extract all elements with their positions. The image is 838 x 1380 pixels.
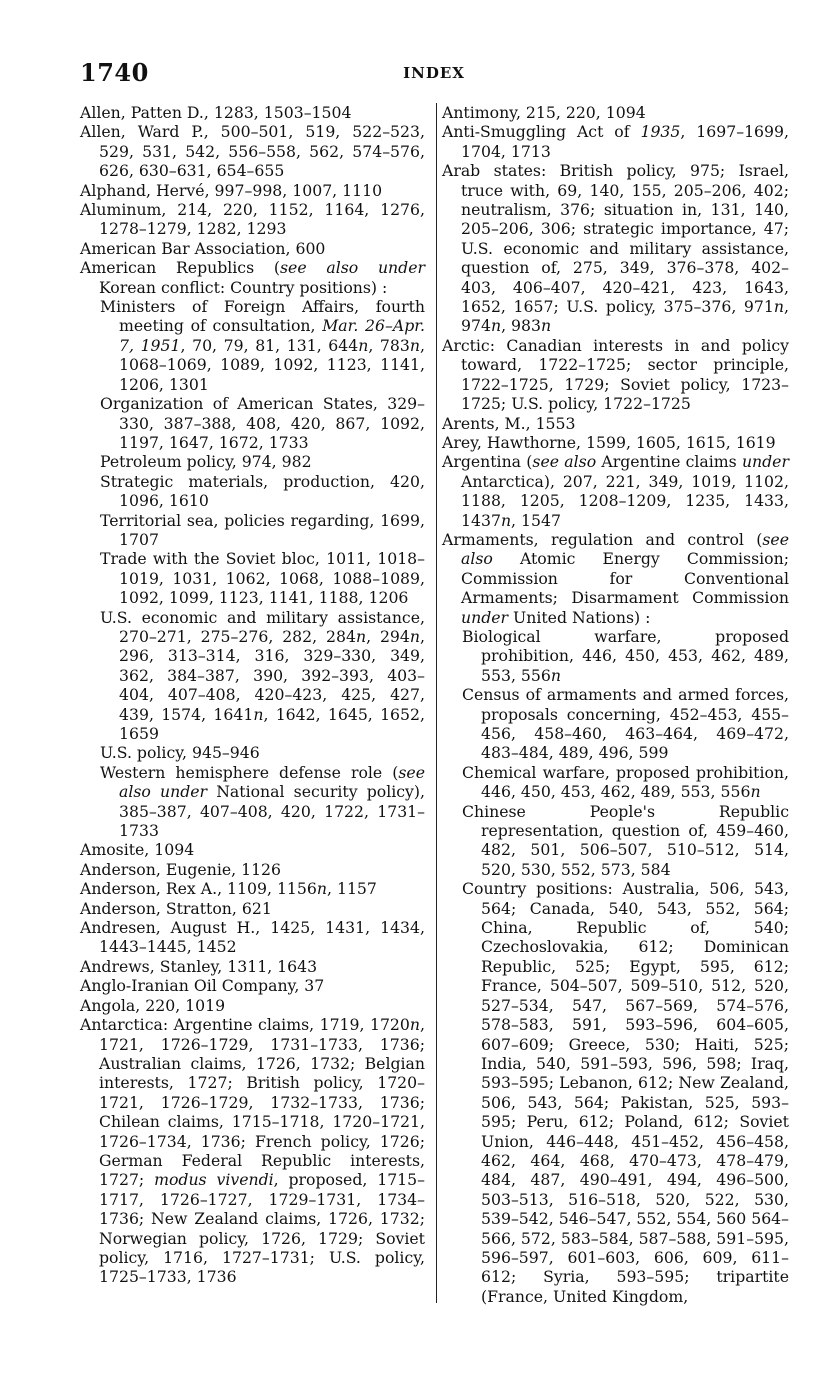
entry-text: United Nations) : bbox=[508, 607, 651, 627]
entry-text: Argentina ( bbox=[442, 452, 533, 472]
index-entry bbox=[442, 103, 789, 122]
entry-text: Amosite, 1094 bbox=[80, 840, 195, 860]
entry-text: Anderson, Eugenie, 1126 bbox=[80, 859, 282, 879]
entry-text: , 1068–1069, 1089, 1092, 1123, 1141, 1206, 1301 bbox=[119, 335, 425, 394]
entry-text: , 1157 bbox=[326, 879, 377, 899]
entry-text: U.S. policy, 945–946 bbox=[100, 743, 260, 763]
entry-text: Chinese People's Republic representation, question of, 459–460, 482, 501, 506–507, 510–512, 514, 520, 530, 552, 573, 584 bbox=[462, 801, 789, 879]
entry-text: Andresen, August H., 1425, 1431, 1434, 1443–1445, 1452 bbox=[80, 918, 425, 957]
index-subentry bbox=[80, 472, 425, 511]
index-subentry bbox=[442, 763, 789, 802]
index-subentry bbox=[80, 549, 425, 607]
entry-text: , 1547 bbox=[511, 510, 561, 530]
entry-text: Arents, M., 1553 bbox=[442, 413, 576, 433]
italic-text: n bbox=[540, 316, 552, 336]
entry-text: , 983 bbox=[501, 316, 541, 336]
index-entry bbox=[80, 879, 425, 898]
entry-text: , proposed, 1715–1717, 1726–1727, 1729–1731, 1734–1736; New Zealand claims, 1726, 1732; Norwegian policy, 1726, 1729; Soviet policy, 1716, 1727–1731; U.S. policy, 1725–1733, 1736 bbox=[99, 1170, 425, 1287]
index-entry bbox=[442, 433, 789, 452]
index-entry bbox=[80, 918, 425, 957]
column-divider bbox=[436, 103, 437, 1303]
index-entry bbox=[80, 860, 425, 879]
entry-text: Arab states: British policy, 975; Israel, truce with, 69, 140, 155, 205–206, 402; neutralism, 376; situation in, 131, 140, 205–206, 306; strategic importance, 47; U.S. economic and military assistance, question of, 275, 349, 376–378, 402–403, 406–407, 420–421, 423, 1643, 1652, 1657; U.S. policy, 375–376, 971 bbox=[442, 161, 789, 317]
index-subentry bbox=[442, 802, 789, 880]
index-entry bbox=[442, 530, 789, 627]
entry-text: American Republics ( bbox=[80, 258, 280, 278]
entry-text: , 1642, 1645, 1652, 1659 bbox=[119, 704, 425, 743]
entry-text: Antarctica), 207, 221, 349, 1019, 1102, 1188, 1205, 1208–1209, 1235, 1433, 1437 bbox=[461, 471, 789, 530]
entry-text: Alphand, Hervé, 997–998, 1007, 1110 bbox=[80, 180, 383, 200]
entry-text: , 974 bbox=[461, 297, 789, 336]
entry-text: Organization of American States, 329–330, 387–388, 408, 420, 867, 1092, 1197, 1647, 1672, 1733 bbox=[100, 394, 425, 452]
index-column-right bbox=[442, 103, 789, 1306]
index-subentry bbox=[80, 394, 425, 452]
index-entry bbox=[442, 414, 789, 433]
index-entry bbox=[80, 103, 425, 122]
entry-text: Andrews, Stanley, 1311, 1643 bbox=[80, 956, 318, 976]
italic-text: n bbox=[409, 335, 420, 355]
entry-text: Territorial sea, policies regarding, 1699, 1707 bbox=[100, 510, 425, 549]
entry-text: American Bar Association, 600 bbox=[80, 238, 326, 258]
italic-text: Mar. 26–Apr. 7, 1951 bbox=[119, 316, 425, 355]
index-entry bbox=[80, 1015, 425, 1287]
italic-text: n bbox=[409, 626, 421, 646]
entry-text: Trade with the Soviet bloc, 1011, 1018–1019, 1031, 1062, 1068, 1088–1089, 1092, 1099, 1123, 1141, 1188, 1206 bbox=[100, 549, 425, 608]
entry-text: Petroleum policy, 974, 982 bbox=[100, 452, 312, 472]
italic-text: see also under bbox=[119, 762, 425, 802]
index-subentry bbox=[442, 685, 789, 763]
entry-text: Western hemisphere defense role ( bbox=[100, 762, 399, 782]
entry-text: Angola, 220, 1019 bbox=[80, 995, 226, 1015]
entry-text: , 1721, 1726–1729, 1731–1733, 1736; Australian claims, 1726, 1732; Belgian interests, 1727; British policy, 1720–1721, 1726–1729, 1732–1733, 1736; Chilean claims, 1715–1718, 1720–1721, 1726–1734, 1736; French policy, 1726; German Federal Republic interests, 1727; bbox=[99, 1015, 425, 1190]
entry-text: Antarctica: Argentine claims, 1719, 1720 bbox=[80, 1015, 410, 1035]
entry-text: Biological warfare, proposed prohibition, 446, 450, 453, 462, 489, 553, 556 bbox=[462, 626, 789, 685]
italic-text: n bbox=[550, 665, 561, 685]
index-subentry bbox=[80, 743, 425, 762]
italic-text: see also under bbox=[280, 258, 425, 278]
index-entry bbox=[442, 122, 789, 161]
italic-text: n bbox=[409, 1015, 420, 1035]
italic-text: modus vivendi bbox=[154, 1170, 274, 1190]
index-subentry bbox=[442, 627, 789, 685]
entry-text: Arctic: Canadian interests in and policy toward, 1722–1725; sector principle, 1722–1725, 1729; Soviet policy, 1723–1725; U.S. policy, 1722–1725 bbox=[442, 335, 789, 414]
italic-text: n bbox=[500, 510, 512, 530]
entry-text: Anti-Smuggling Act of bbox=[442, 122, 641, 142]
index-subentry bbox=[442, 879, 789, 1306]
entry-text: Census of armaments and armed forces, proposals concerning, 452–453, 455–456, 458–460, 463–464, 469–472, 483–484, 489, 496, 599 bbox=[462, 685, 789, 763]
index-entry bbox=[80, 181, 425, 200]
italic-text: n bbox=[355, 626, 367, 646]
entry-text: , 1697–1699, 1704, 1713 bbox=[461, 122, 789, 161]
italic-text: 1935 bbox=[640, 122, 681, 142]
index-entry bbox=[80, 996, 425, 1015]
entry-text: Atomic Energy Commission; Commission for Conventional Armaments; Disarmament Commission bbox=[461, 549, 789, 608]
italic-text: under bbox=[461, 607, 509, 627]
index-entry bbox=[80, 200, 425, 239]
entry-text: National security policy), 385–387, 407–408, 420, 1722, 1731–1733 bbox=[119, 782, 425, 841]
entry-text: Anderson, Rex A., 1109, 1156 bbox=[80, 879, 317, 899]
index-entry bbox=[442, 161, 789, 336]
index-entry bbox=[442, 336, 789, 414]
entry-text: Allen, Ward P., 500–501, 519, 522–523, 529, 531, 542, 556–558, 562, 574–576, 626, 630–631, 654–655 bbox=[80, 122, 425, 181]
index-column-left bbox=[80, 103, 425, 1287]
page-title: INDEX bbox=[403, 64, 465, 82]
index-entry bbox=[80, 122, 425, 180]
index-entry bbox=[80, 840, 425, 859]
entry-text: Allen, Patten D., 1283, 1503–1504 bbox=[80, 103, 352, 122]
entry-text: U.S. economic and military assistance, 270–271, 275–276, 282, 284 bbox=[100, 607, 425, 646]
entry-text: Strategic materials, production, 420, 1096, 1610 bbox=[100, 471, 425, 511]
italic-text: n bbox=[358, 335, 369, 355]
italic-text: n bbox=[490, 316, 502, 336]
index-entry bbox=[80, 957, 425, 976]
italic-text: n bbox=[316, 879, 327, 899]
entry-text: Ministers of Foreign Affairs, fourth meeting of consultation, bbox=[100, 297, 425, 336]
entry-text: Antimony, 215, 220, 1094 bbox=[442, 103, 646, 122]
entry-text: Arey, Hawthorne, 1599, 1605, 1615, 1619 bbox=[442, 432, 776, 452]
index-entry bbox=[442, 452, 789, 530]
index-entry bbox=[80, 976, 425, 995]
index-entry bbox=[80, 239, 425, 258]
index-entry bbox=[80, 899, 425, 918]
index-subentry bbox=[80, 297, 425, 394]
entry-text: Chemical warfare, proposed prohibition, 446, 450, 453, 462, 489, 553, 556 bbox=[462, 762, 789, 802]
entry-text: Anderson, Stratton, 621 bbox=[80, 898, 272, 918]
italic-text: under bbox=[741, 452, 789, 472]
index-subentry bbox=[80, 452, 425, 471]
italic-text: n bbox=[253, 704, 264, 724]
entry-text: , 783 bbox=[368, 335, 410, 355]
entry-text: , 70, 79, 81, 131, 644 bbox=[180, 335, 359, 355]
entry-text: Country positions: Australia, 506, 543, 564; Canada, 540, 543, 552, 564; China, Republic of, 540; Czechoslovakia, 612; Dominican Republic, 525; Egypt, 595, 612; France, 504–507, 509–510, 512, 520, 527–534, 547, 567–569, 574–576, 578–583, 591, 593–596, 604–605, 607–609; Greece, 530; Haiti, 525; India, 540, 591–593, 596, 598; Iraq, 593–595; Lebanon, 612; New Zealand, 506, 543, 564; Pakistan, 525, 593–595; Peru, 612; Poland, 612; Soviet Union, 446–448, 451–452, 456–458, 462, 464, 468, 470–473, 478–479, 484, 487, 490–491, 494, 496–500, 503–513, 516–518, 520, 522, 530, 539–542, 546–547, 552, 554, 560 564–566, 572, 583–584, 587–588, 591–595, 596–597, 601–603, 606, 609, 611–612; Syria, 593–595; tripartite (France, United Kingdom, bbox=[462, 879, 789, 1306]
entry-text: Korean conflict: Country positions) : bbox=[99, 277, 388, 297]
index-subentry bbox=[80, 763, 425, 841]
page-number: 1740 bbox=[80, 58, 149, 87]
index-entry bbox=[80, 258, 425, 297]
italic-text: n bbox=[773, 297, 784, 317]
entry-text: Argentine claims bbox=[596, 452, 742, 472]
italic-text: see also bbox=[532, 452, 597, 472]
entry-text: Anglo-Iranian Oil Company, 37 bbox=[80, 976, 325, 996]
italic-text: n bbox=[750, 782, 761, 802]
entry-text: , 296, 313–314, 316, 329–330, 349, 362, 384–387, 390, 392–393, 403–404, 407–408, 420–423, 425, 427, 439, 1574, 1641 bbox=[119, 626, 426, 724]
index-subentry bbox=[80, 511, 425, 550]
entry-text: , 294 bbox=[366, 626, 410, 646]
index-subentry bbox=[80, 608, 425, 744]
italic-text: see also bbox=[461, 529, 789, 569]
entry-text: Armaments, regulation and control ( bbox=[442, 529, 763, 549]
entry-text: Aluminum, 214, 220, 1152, 1164, 1276, 1278–1279, 1282, 1293 bbox=[80, 200, 425, 239]
